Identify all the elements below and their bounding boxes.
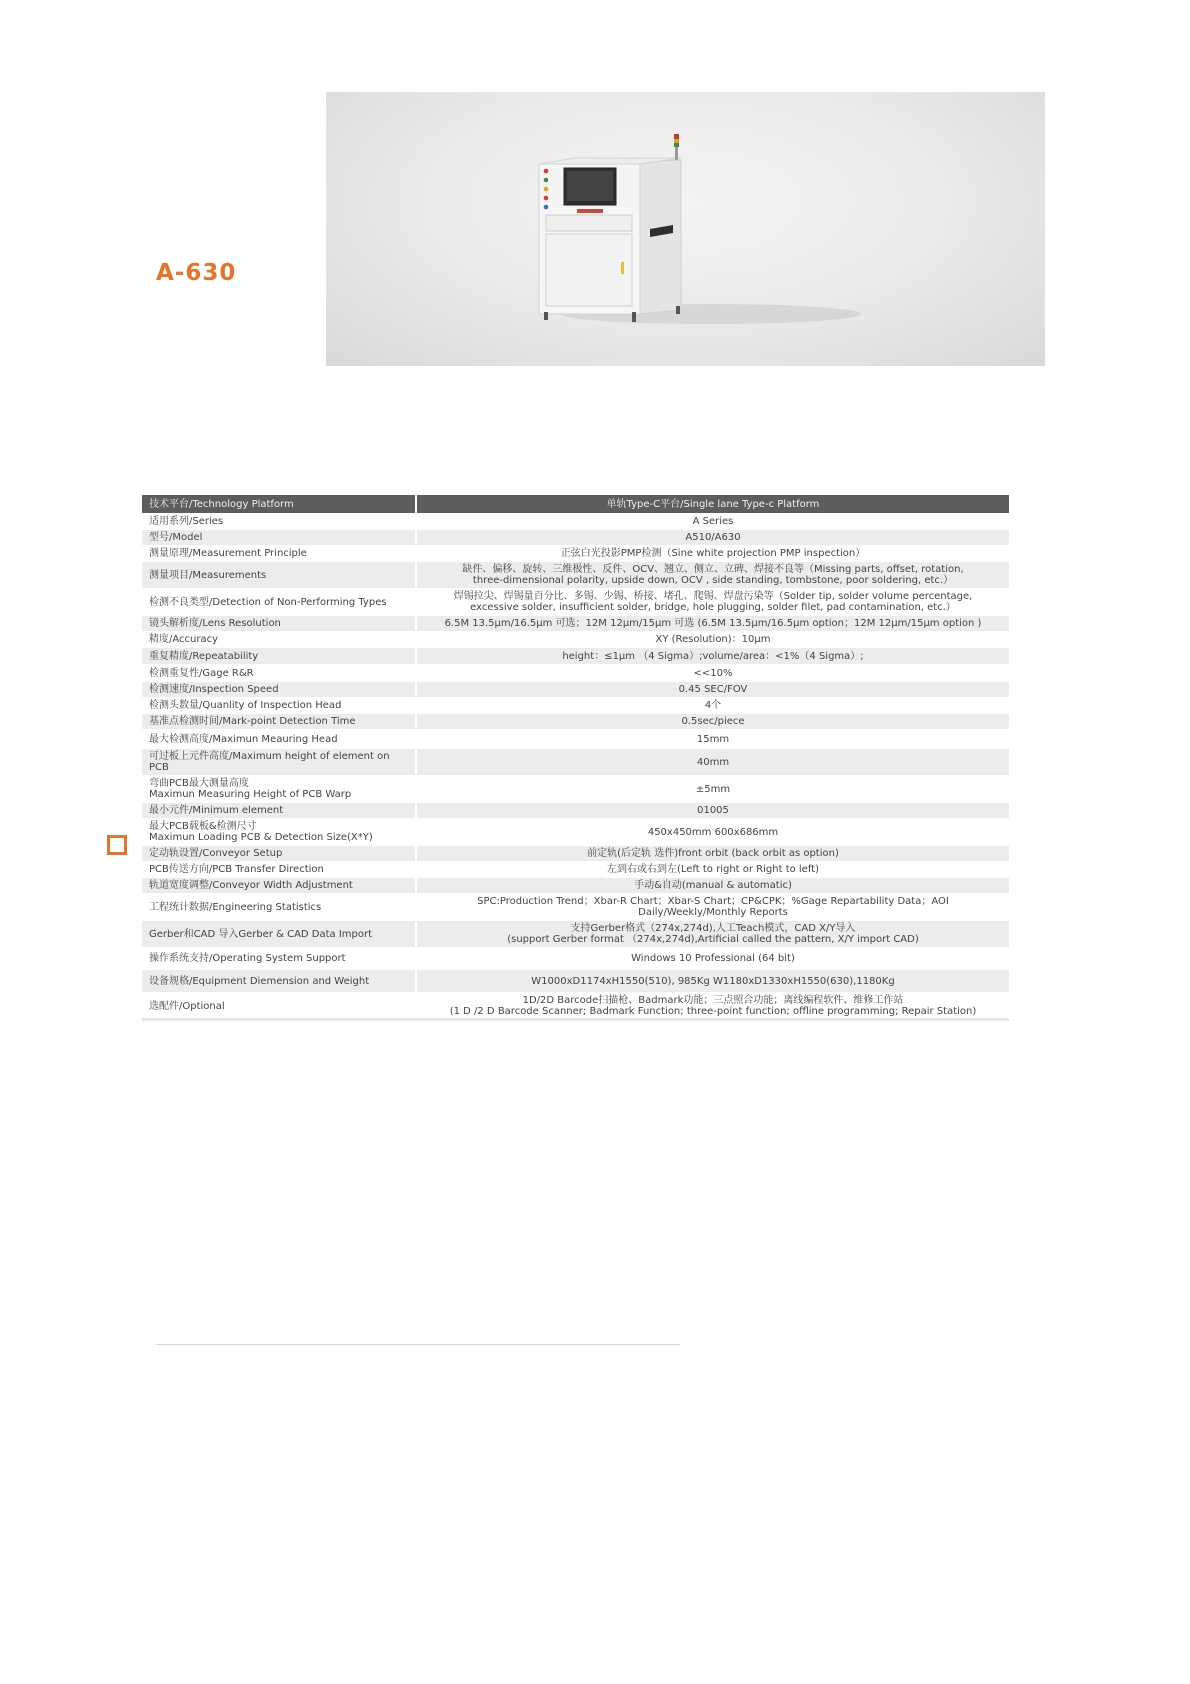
spec-row bbox=[142, 616, 1009, 632]
spec-label-line: 最小元件/Minimum element bbox=[149, 805, 284, 816]
spec-label-line: 检测不良类型/Detection of Non-Performing Types bbox=[149, 596, 387, 608]
spec-label bbox=[142, 894, 416, 921]
spec-row bbox=[142, 921, 1009, 948]
spec-label bbox=[142, 632, 416, 648]
spec-value-line: 手动&自动(manual & automatic) bbox=[634, 880, 792, 891]
spec-label-line: 最大检测高度/Maximun Meauring Head bbox=[149, 733, 338, 745]
spec-label bbox=[142, 562, 416, 589]
spec-label-line: 检测速度/Inspection Speed bbox=[149, 684, 279, 695]
spec-table-header bbox=[142, 495, 1009, 514]
spec-value-line: A510/A630 bbox=[685, 532, 741, 543]
spec-value bbox=[416, 514, 1009, 530]
spec-value-line: 4个 bbox=[704, 700, 722, 711]
spec-value bbox=[416, 682, 1009, 698]
spec-value-line: 0.45 SEC/FOV bbox=[678, 684, 748, 695]
spec-value-line: <<10% bbox=[693, 667, 733, 679]
spec-row bbox=[142, 730, 1009, 749]
spec-label-line: 镜头解析度/Lens Resolution bbox=[149, 618, 281, 629]
spec-value bbox=[416, 648, 1009, 665]
spec-row bbox=[142, 682, 1009, 698]
spec-value-line: 缺件、偏移、旋转、三维极性、反件、OCV、翘立、侧立、立碑、焊接不良等（Missing parts, offset, rotation, bbox=[462, 564, 964, 575]
spec-label-line: 检测重复性/Gage R&R bbox=[149, 667, 254, 679]
spec-row bbox=[142, 948, 1009, 970]
spec-label-line: 适用系列/Series bbox=[149, 516, 224, 527]
spec-label-line: 测量原理/Measurement Principle bbox=[149, 548, 307, 559]
spec-value bbox=[416, 921, 1009, 948]
model-title: A-630 bbox=[156, 260, 237, 286]
spec-label-line: 测量项目/Measurements bbox=[149, 569, 267, 581]
spec-row bbox=[142, 546, 1009, 562]
spec-value-line: 6.5M 13.5μm/16.5μm 可选；12M 12μm/15μm 可选 (6.5M 13.5μm/16.5μm option；12M 12μm/15μm option ) bbox=[444, 618, 982, 629]
spec-label-line: 精度/Accuracy bbox=[149, 634, 219, 645]
spec-label bbox=[142, 698, 416, 714]
spec-value bbox=[416, 546, 1009, 562]
spec-value-line: 正弦白光投影PMP检测（Sine white projection PMP inspection） bbox=[560, 548, 866, 559]
spec-value bbox=[416, 993, 1009, 1020]
spec-value-line: ±5mm bbox=[695, 783, 731, 795]
spec-value bbox=[416, 698, 1009, 714]
spec-table bbox=[142, 495, 1009, 1020]
spec-row bbox=[142, 819, 1009, 846]
table-bottom-rule bbox=[142, 1018, 1009, 1021]
spec-value bbox=[416, 562, 1009, 589]
spec-label bbox=[142, 530, 416, 546]
spec-value bbox=[416, 714, 1009, 730]
spec-value-line: 1D/2D Barcode扫描枪、Badmark功能；三点照合功能；离线编程软件、维修工作站 bbox=[522, 995, 904, 1006]
spec-value-line: 15mm bbox=[696, 733, 730, 745]
spec-label-line: PCB传送方向/PCB Transfer Direction bbox=[149, 864, 324, 875]
spec-value-line: 450x450mm 600x686mm bbox=[647, 826, 779, 838]
spec-value bbox=[416, 803, 1009, 819]
spec-value-line: W1000xD1174xH1550(510), 985Kg W1180xD1330xH1550(630),1180Kg bbox=[531, 975, 895, 987]
spec-label-line: 重复精度/Repeatability bbox=[149, 650, 259, 662]
spec-value bbox=[416, 530, 1009, 546]
spec-row bbox=[142, 698, 1009, 714]
footer-divider bbox=[156, 1344, 680, 1345]
spec-label bbox=[142, 921, 416, 948]
spec-value bbox=[416, 616, 1009, 632]
spec-value bbox=[416, 970, 1009, 993]
spec-label-line: 设备规格/Equipment Diemension and Weight bbox=[149, 975, 370, 987]
spec-row bbox=[142, 632, 1009, 648]
spec-label-line: 基准点检测时间/Mark-point Detection Time bbox=[149, 716, 356, 727]
spec-label bbox=[142, 546, 416, 562]
spec-value bbox=[416, 749, 1009, 776]
spec-value bbox=[416, 862, 1009, 878]
spec-value bbox=[416, 632, 1009, 648]
spec-label-line: 选配件/Optional bbox=[149, 1000, 225, 1012]
spec-label-line: 可过板上元件高度/Maximum height of element on PCB bbox=[149, 751, 390, 773]
spec-value bbox=[416, 776, 1009, 803]
spec-label-line: 轨道宽度调整/Conveyor Width Adjustment bbox=[149, 880, 353, 891]
spec-value bbox=[416, 894, 1009, 921]
orange-square-marker-icon bbox=[107, 835, 127, 855]
spec-row bbox=[142, 589, 1009, 616]
spec-label bbox=[142, 665, 416, 682]
spec-value bbox=[416, 730, 1009, 749]
spec-label bbox=[142, 682, 416, 698]
spec-row bbox=[142, 878, 1009, 894]
spec-value bbox=[416, 878, 1009, 894]
spec-row bbox=[142, 665, 1009, 682]
spec-header-label: 技术平台/Technology Platform bbox=[142, 495, 416, 514]
spec-value-line-2: three-dimensional polarity, upside down, OCV , side standing, tombstone, poor soldering, etc.） bbox=[472, 575, 954, 586]
spec-row bbox=[142, 803, 1009, 819]
spec-row bbox=[142, 894, 1009, 921]
spec-row bbox=[142, 862, 1009, 878]
spec-label-line: 最大PCB载板&检测尺寸 bbox=[149, 821, 257, 832]
spec-row bbox=[142, 562, 1009, 589]
spec-label bbox=[142, 803, 416, 819]
spec-label bbox=[142, 714, 416, 730]
spec-label-line: 型号/Model bbox=[149, 532, 203, 543]
spec-row bbox=[142, 846, 1009, 862]
spec-label bbox=[142, 730, 416, 749]
spec-row bbox=[142, 776, 1009, 803]
spec-label bbox=[142, 648, 416, 665]
spec-value-line: 支持Gerber格式（274x,274d),人工Teach模式，CAD X/Y导入 bbox=[570, 923, 856, 934]
spec-label bbox=[142, 846, 416, 862]
spec-value-line: XY (Resolution)：10μm bbox=[655, 634, 771, 645]
spec-row bbox=[142, 514, 1009, 530]
spec-label bbox=[142, 878, 416, 894]
spec-label-line: Gerber和CAD 导入Gerber & CAD Data Import bbox=[149, 928, 373, 940]
spec-label bbox=[142, 948, 416, 970]
spec-label-line-2: Maximun Loading PCB & Detection Size(X*Y) bbox=[149, 832, 373, 843]
aoi-machine-illustration bbox=[326, 92, 1045, 366]
spec-row bbox=[142, 749, 1009, 776]
spec-value-line: Windows 10 Professional (64 bit) bbox=[631, 953, 795, 964]
spec-value bbox=[416, 819, 1009, 846]
spec-value-line: SPC:Production Trend；Xbar-R Chart；Xbar-S Chart；CP&CPK；%Gage Repartability Data；AOI Daily/Weekly/Monthly Reports bbox=[477, 896, 949, 918]
spec-value bbox=[416, 665, 1009, 682]
spec-value bbox=[416, 846, 1009, 862]
spec-value-line: 40mm bbox=[696, 756, 730, 768]
spec-label-line: 工程统计数据/Engineering Statistics bbox=[149, 901, 322, 913]
spec-row bbox=[142, 970, 1009, 993]
spec-label-line-2: Maximun Measuring Height of PCB Warp bbox=[149, 789, 352, 800]
spec-value bbox=[416, 948, 1009, 970]
spec-label bbox=[142, 970, 416, 993]
spec-value-line-2: (1 D /2 D Barcode Scanner; Badmark Function; three-point function; offline programming; Repair Station) bbox=[449, 1006, 977, 1017]
spec-value-line: height：≤1μm （4 Sigma）;volume/area：<1%（4 Sigma）; bbox=[562, 650, 864, 662]
spec-header-value: 单轨Type-C平台/Single lane Type-c Platform bbox=[416, 495, 1009, 514]
spec-row bbox=[142, 714, 1009, 730]
spec-value-line: 0.5sec/piece bbox=[681, 716, 745, 727]
spec-label-line: 弯曲PCB最大测量高度 bbox=[149, 778, 249, 789]
spec-value-line: 焊锡拉尖、焊锡量百分比、多锡、少锡、桥接、堵孔、爬锡、焊盘污染等（Solder tip, solder volume percentage, bbox=[453, 591, 973, 602]
spec-row bbox=[142, 993, 1009, 1020]
spec-label-line: 定动轨设置/Conveyor Setup bbox=[149, 848, 283, 859]
spec-value-line-2: (support Gerber format （274x,274d),Artificial called the pattern, X/Y import CAD) bbox=[507, 934, 919, 945]
spec-row bbox=[142, 530, 1009, 546]
spec-label bbox=[142, 749, 416, 776]
spec-value bbox=[416, 589, 1009, 616]
spec-label-line: 检测头数量/Quanlity of Inspection Head bbox=[149, 700, 342, 711]
spec-value-line: A Series bbox=[692, 516, 734, 527]
spec-value-line-2: excessive solder, insufficient solder, bridge, hole plugging, solder filet, pad contamination, etc.） bbox=[470, 602, 956, 613]
spec-label bbox=[142, 514, 416, 530]
spec-label-line: 操作系统支持/Operating System Support bbox=[149, 953, 346, 964]
spec-row bbox=[142, 648, 1009, 665]
spec-label bbox=[142, 993, 416, 1020]
spec-value-line: 左到右或右到左(Left to right or Right to left) bbox=[606, 864, 820, 875]
product-photo bbox=[326, 92, 1045, 366]
spec-value-line: 01005 bbox=[697, 805, 729, 816]
spec-value-line: 前定轨(后定轨 选件)front orbit (back orbit as option) bbox=[587, 848, 839, 859]
spec-label bbox=[142, 819, 416, 846]
spec-label bbox=[142, 862, 416, 878]
spec-label bbox=[142, 616, 416, 632]
spec-label bbox=[142, 589, 416, 616]
spec-label bbox=[142, 776, 416, 803]
